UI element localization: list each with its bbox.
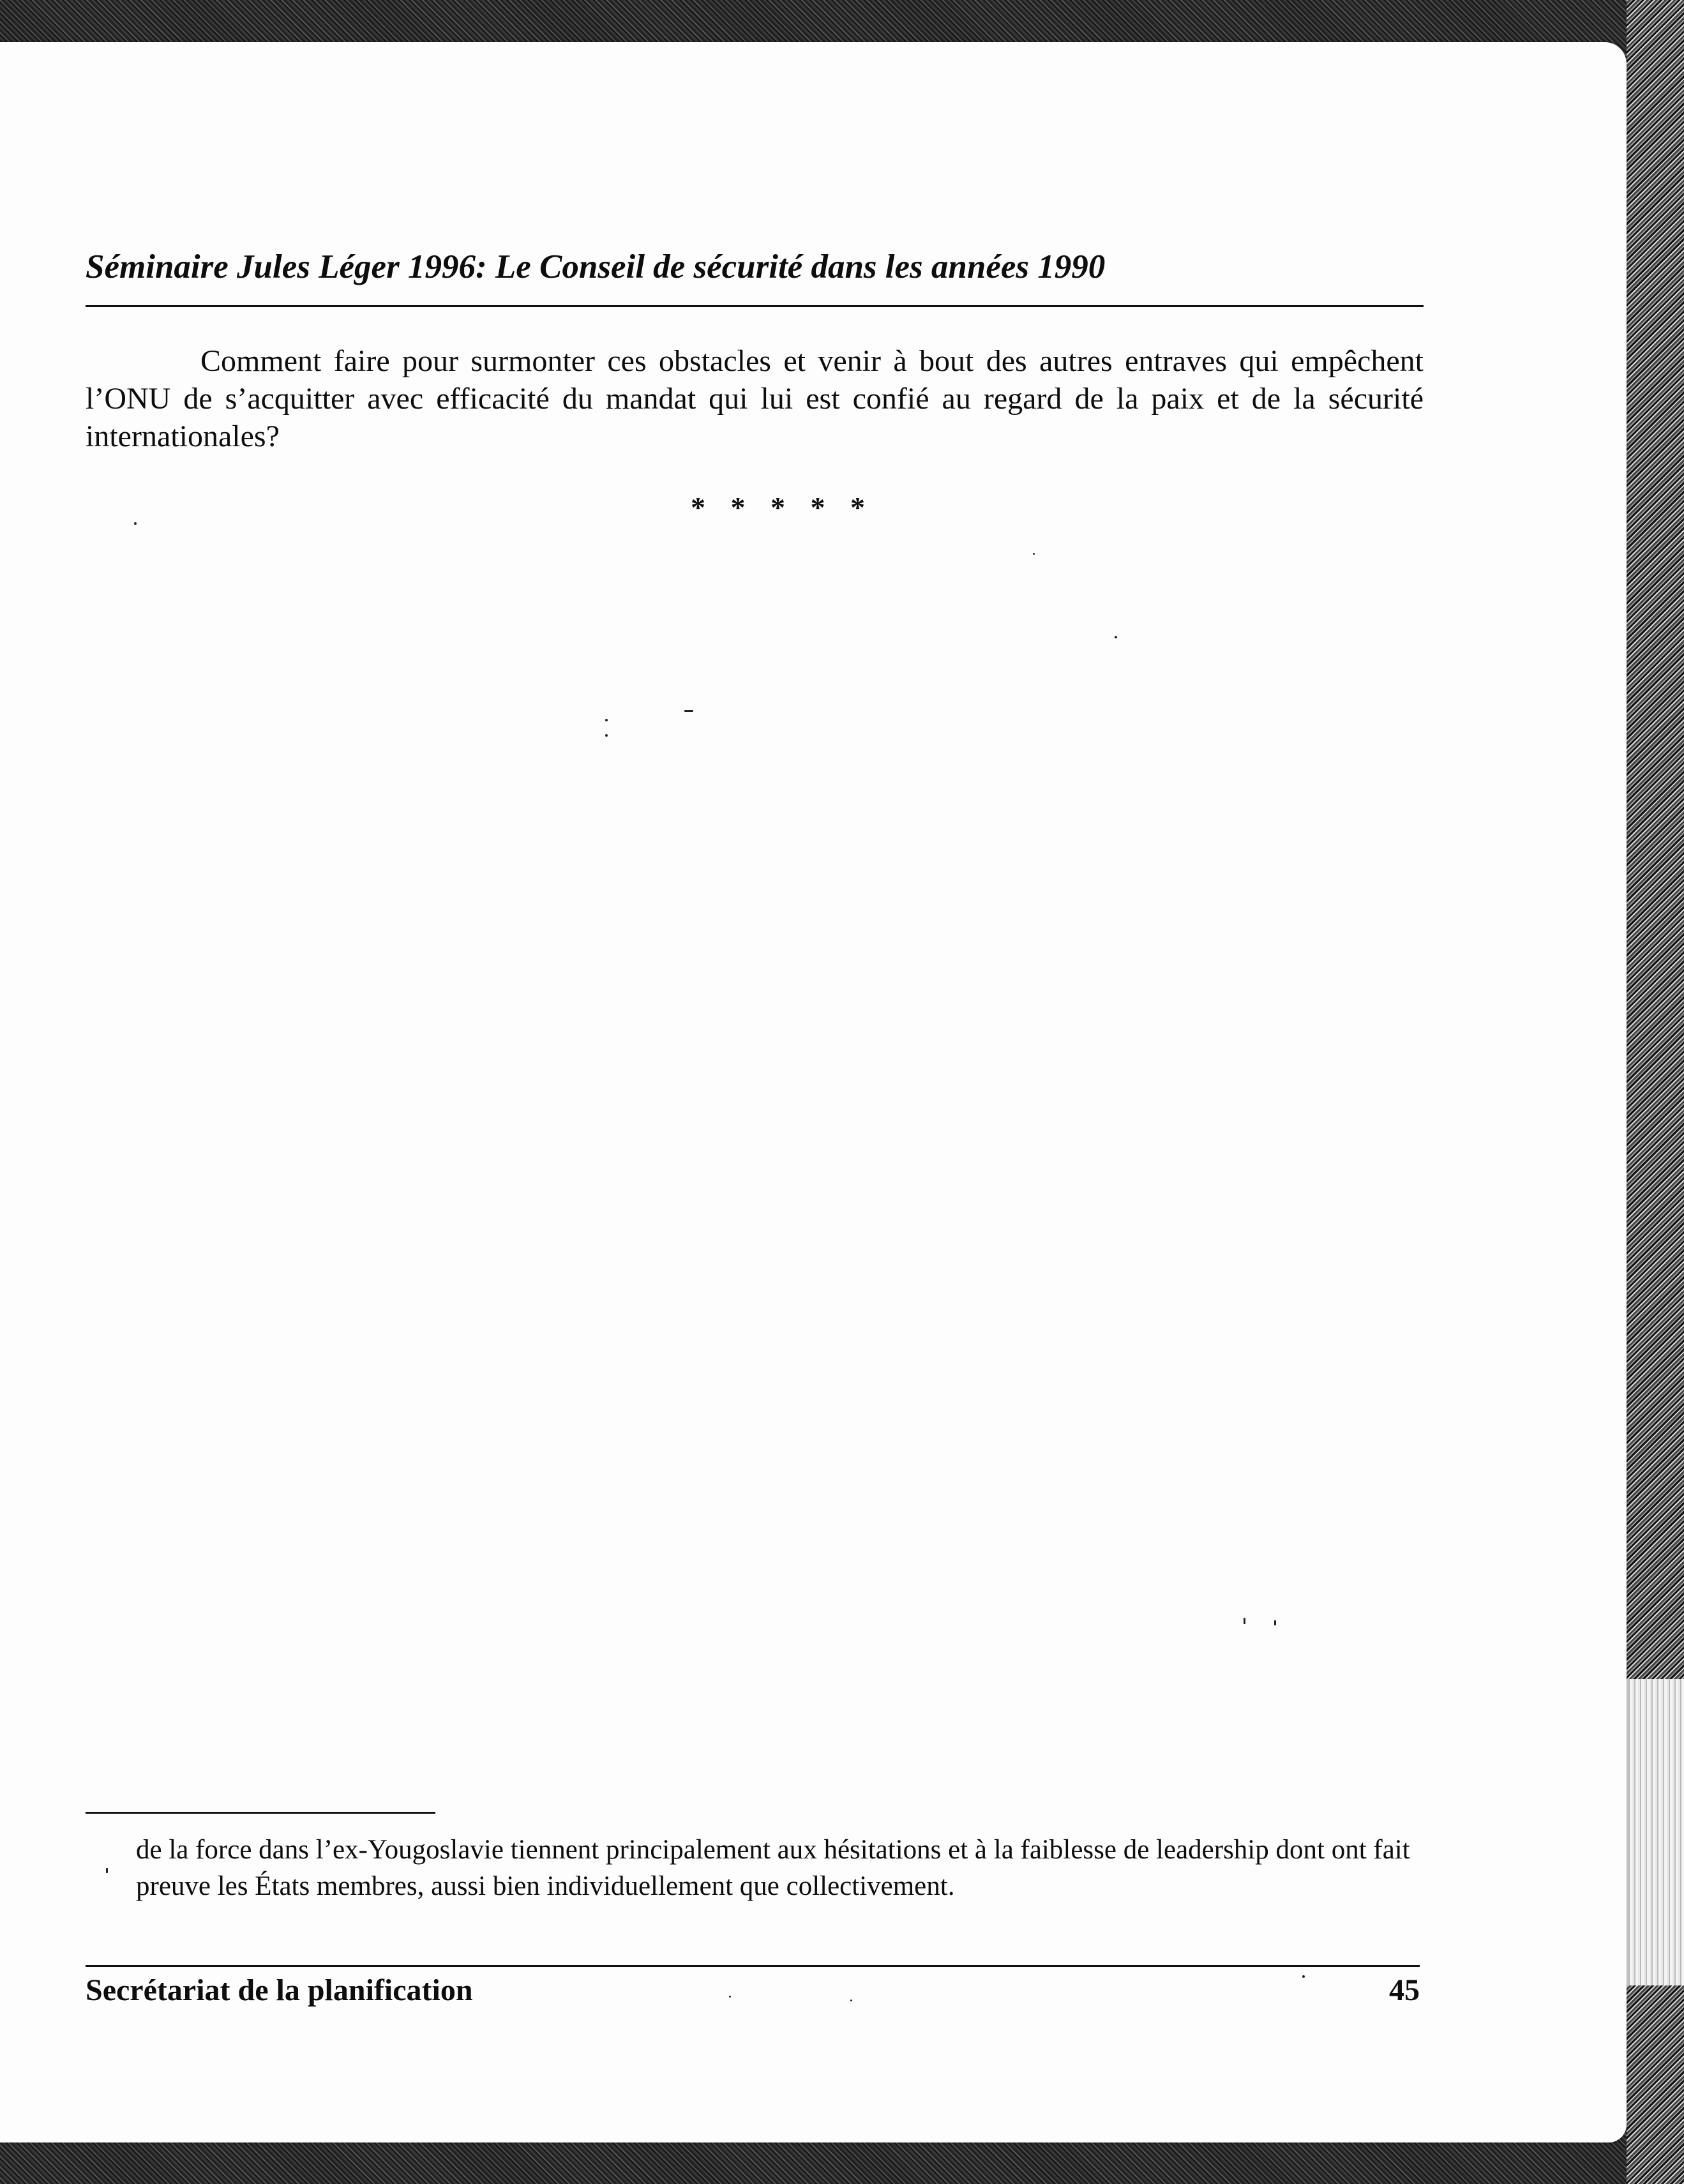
footnote-rule xyxy=(86,1812,435,1814)
scan-speck xyxy=(1302,1975,1305,1978)
scan-speck xyxy=(1115,636,1117,638)
scan-speck xyxy=(1274,1620,1276,1625)
scan-speck xyxy=(605,719,608,721)
body-paragraph: Comment faire pour surmonter ces obstacles et venir à bout des autres entraves qui empêchent l’ONU de s’acquitter avec efficacité du mandat qui lui est confié au regard de la paix et de la sécurité internationales? xyxy=(86,344,1424,453)
scan-speck xyxy=(106,1868,108,1873)
footnote-text: de la force dans l’ex-Yougoslavie tiennent principalement aux hésitations et à la faiblesse de leadership dont ont fait preuve les États membres, aussi bien individuellement que collectivement. xyxy=(136,1835,1410,1901)
page-number: 45 xyxy=(1389,1973,1420,2007)
scan-speck xyxy=(605,734,608,737)
scan-speck xyxy=(134,522,137,525)
header-rule xyxy=(86,305,1424,307)
scan-speck xyxy=(1033,553,1035,555)
scan-edge-light-patch xyxy=(1627,1679,1684,1985)
scan-speck xyxy=(729,1996,731,1998)
footer-publisher: Secrétariat de la planification xyxy=(86,1973,473,2007)
scan-speck xyxy=(1244,1618,1245,1624)
section-separator: * * * * * xyxy=(691,491,874,523)
scan-speck xyxy=(684,710,693,712)
scan-speck xyxy=(850,1999,852,2001)
paper-sheet xyxy=(0,42,1627,2143)
running-header-title: Séminaire Jules Léger 1996: Le Conseil de sécurité dans les années 1990 xyxy=(86,248,1106,285)
footer-rule xyxy=(86,1965,1420,1967)
